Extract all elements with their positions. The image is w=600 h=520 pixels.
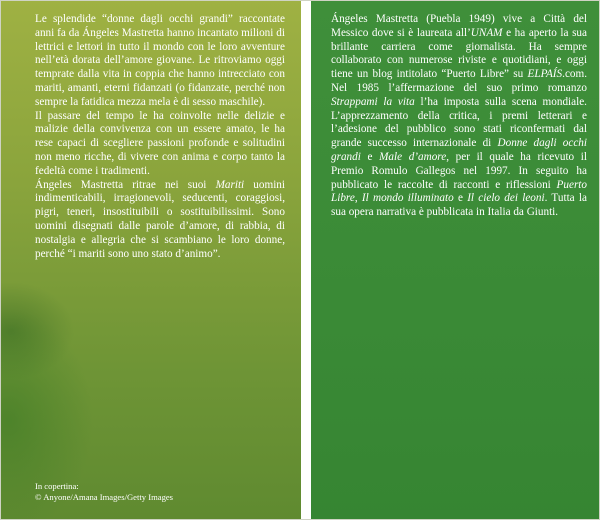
author-bio-panel: [311, 1, 600, 520]
body-text: Le splendide “donne dagli occhi grandi” raccontate anni fa da Ángeles Mastretta hanno incantato milioni di lettrici e lettori in tutto il mondo con le loro avventure nell’età dorata dell’amore giovane. Le ritroviamo oggi temprate dalla vita in coppia che hanno intrecciato con mariti, amanti, eterni fidanzati (o fidanzate, perché non sempre la fatidica mezza mela è di sesso maschile).: [35, 13, 285, 108]
body-text: Ángeles Mastretta (Puebla 1949) vive a Città del Messico dove si è laureata all’: [331, 13, 587, 39]
italic-title-text: Male d’amore: [379, 150, 447, 163]
italic-title-text: Strappami la vita: [331, 95, 415, 108]
author-biography: [331, 13, 587, 220]
flap-paragraph: [35, 13, 285, 110]
cover-credits: [35, 481, 275, 503]
italic-title-text: Donne dagli occhi grandi: [331, 137, 587, 163]
body-text: .com. Nel 1985 l’affermazione del suo primo romanzo: [331, 68, 587, 94]
body-text: ,: [354, 192, 362, 205]
body-text: uomini indimenticabili, irragionevoli, seducenti, coraggiosi, pigri, teneri, insostituibili o sostituibilissimi. Sono uomini disegnati dalle parole d’amore, di rabbia, di nostalgia e allegria che si scambiano le loro donne, perché “i mariti sono uno stato d’animo”.: [35, 178, 286, 260]
body-text: , per il quale ha ricevuto il Premio Romulo Gallegos nel 1997. In seguito ha pubblicato le raccolte di racconti e riflessioni: [331, 150, 587, 191]
body-text: e ha aperto la sua brillante carriera come giornalista. Ha sempre collaborato con numerose riviste e quotidiani, e oggi tiene un blog intitolato “Puerto Libre” su: [331, 26, 587, 81]
flap-synopsis: [35, 13, 285, 261]
italic-title-text: Puerto Libre: [331, 178, 587, 205]
body-text: e: [360, 150, 380, 163]
body-text: Ángeles Mastretta ritrae nei suoi: [35, 178, 216, 191]
front-flap-panel: [1, 1, 301, 520]
italic-title-text: UNAM: [470, 26, 503, 39]
italic-title-text: ELPAÍS: [527, 68, 563, 81]
flap-paragraph: [35, 110, 285, 179]
italic-title-text: Il cielo dei leoni: [467, 192, 545, 205]
body-text: e: [453, 192, 468, 205]
body-text: Il passare del tempo le ha coinvolte nelle delizie e malizie della convivenza con un essere amato, le ha rese capaci di scegliere passioni profonde e solitudini non meno ricche, di vivere con anima e corpo tanto la fedeltà come i tradimenti.: [35, 109, 285, 177]
page-gutter: [301, 1, 311, 520]
cover-credit-label: In copertina:: [35, 481, 79, 491]
cover-credit-source: © Anyone/Amana Images/Getty Images: [35, 492, 174, 502]
bio-paragraph: [331, 13, 587, 220]
italic-title-text: Il mondo illuminato: [361, 192, 454, 205]
body-text: l’ha imposta sulla scena mondiale. L’apprezzamento della critica, i premi letterari e l’adesione del pubblico sono stati riconfermati dal grande successo internazionale di: [331, 95, 587, 150]
flap-paragraph: [35, 179, 285, 262]
body-text: . Tutta la sua opera narrativa è pubblicata in Italia da Giunti.: [331, 192, 587, 219]
italic-title-text: Mariti: [215, 178, 245, 191]
